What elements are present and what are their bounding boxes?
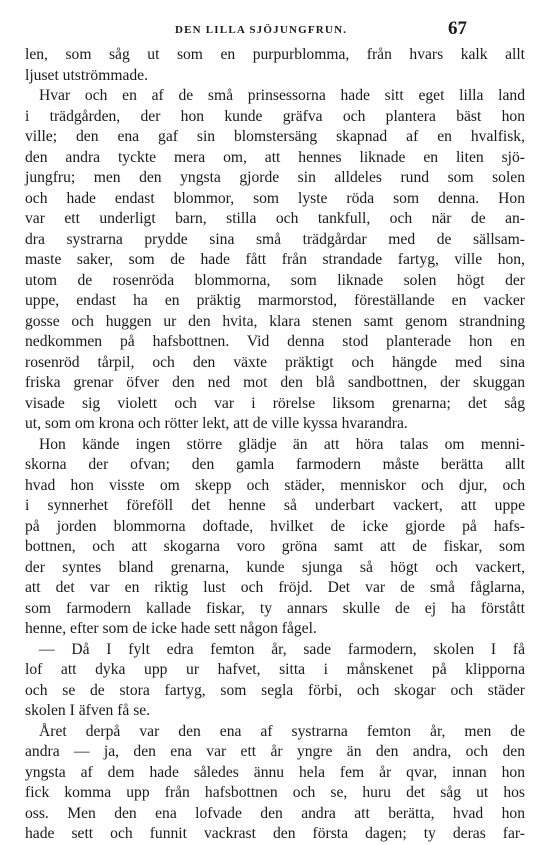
body-text	[25, 45, 525, 845]
running-title: DEN LILLA SJÖJUNGFRUN.	[175, 24, 348, 36]
text-line: som farmodern kallade fiskar, ty annars skulle de ej ha förstått	[25, 599, 525, 617]
text-line: på jorden blommorna doftade, hvilket de icke gjorde på hafs-	[25, 517, 525, 535]
text-line: lof att dyka upp ur hafvet, sitta i månskenet på klipporna	[25, 661, 525, 678]
text-line: friska grenar öfver den ned mot den blå sandbottnen, der skuggan	[25, 374, 525, 391]
text-line: skolen I äfven få se.	[25, 702, 151, 719]
text-line: i synnerhet föreföll det henne så underbart vackert, att uppe	[25, 497, 525, 514]
text-line: skorna der ofvan; den gamla farmodern måste berätta allt	[25, 456, 525, 473]
text-line: Hvar och en af de små prinsessorna hade sitt eget lilla land	[39, 87, 525, 104]
text-line: Året derpå var den ena af systrarna femton år, men de	[39, 722, 525, 740]
running-head	[0, 18, 560, 42]
text-line: len, som såg ut som en purpurblomma, från hvars kalk allt	[25, 46, 525, 63]
text-line: bottnen, och att skogarna voro gröna samt att de fiskar, som	[25, 538, 525, 555]
text-line: ut, som om krona och rötter lekt, att de ville kyssa hvarandra.	[25, 415, 408, 432]
text-line: hvad hon visste om skepp och städer, menniskor och djur, och	[25, 476, 525, 494]
text-line: i trädgården, der hon kunde gräfva och plantera bäst hon	[25, 107, 525, 125]
text-line: och hade endast blommor, som lyste röda som denna. Hon	[25, 189, 525, 207]
text-line: oss. Men den ena lofvade den andra att berätta, hvad hon	[25, 804, 525, 822]
text-line: ville; den ena gaf sin blomstersäng skapnad af en hvalfisk,	[25, 128, 525, 145]
text-line: fick komma upp från hafsbottnen och se, huru det såg ut hos	[25, 784, 525, 801]
text-line: andra — ja, den ena var ett år yngre än den andra, och den	[25, 743, 525, 760]
text-line: uppe, endast ha en präktig marmorstod, föreställande en vacker	[25, 292, 525, 309]
text-line: hade sett och funnit vackrast den första dagen; ty deras far-	[25, 825, 525, 842]
text-line: gosse och huggen ur den hvita, klara stenen samt genom strandning	[25, 312, 525, 330]
text-line: dra systrarna prydde sina små trädgårdar med de sällsam-	[25, 230, 525, 248]
text-line: yngsta af dem hade således ännu hela fem år qvar, innan hon	[25, 763, 525, 781]
page-number: 67	[448, 18, 467, 39]
text-line: utom de rosenröda blommorna, som liknade solen högt der	[25, 271, 525, 289]
text-line: Hon kände ingen större glädje än att höra talas om menni-	[39, 435, 525, 453]
text-line: henne, efter som de icke hade sett någon fågel.	[25, 620, 317, 637]
text-line: var ett underligt barn, stilla och tankfull, och när de an-	[25, 210, 525, 227]
text-line: och se de stora fartyg, som segla förbi, och skogar och städer	[25, 681, 525, 699]
text-line: visade sig violett och var i rörelse liksom grenarna; det såg	[25, 394, 525, 412]
text-line: rosenröd tårpil, och den växte präktigt och hängde med sina	[25, 353, 525, 371]
text-line: den andra tyckte mera om, att hennes liknade en liten sjö-	[25, 148, 525, 166]
text-line: nedkommen på hafsbottnen. Vid denna stod planterade hon en	[25, 333, 525, 350]
text-line: — Då I fylt edra femton år, sade farmodern, skolen I få	[39, 640, 525, 658]
text-line: der syntes bland grenarna, kunde sjunga så högt och vackert,	[25, 558, 525, 576]
text-line: att det var en riktig lust och fröjd. Det var de små fåglarna,	[25, 579, 525, 596]
text-line: jungfru; men den yngsta gjorde sin alldeles rund som solen	[25, 169, 525, 186]
text-line: ljuset utströmmade.	[25, 66, 148, 84]
text-line: maste saker, som de hade fått från strandade fartyg, ville hon,	[25, 251, 525, 268]
